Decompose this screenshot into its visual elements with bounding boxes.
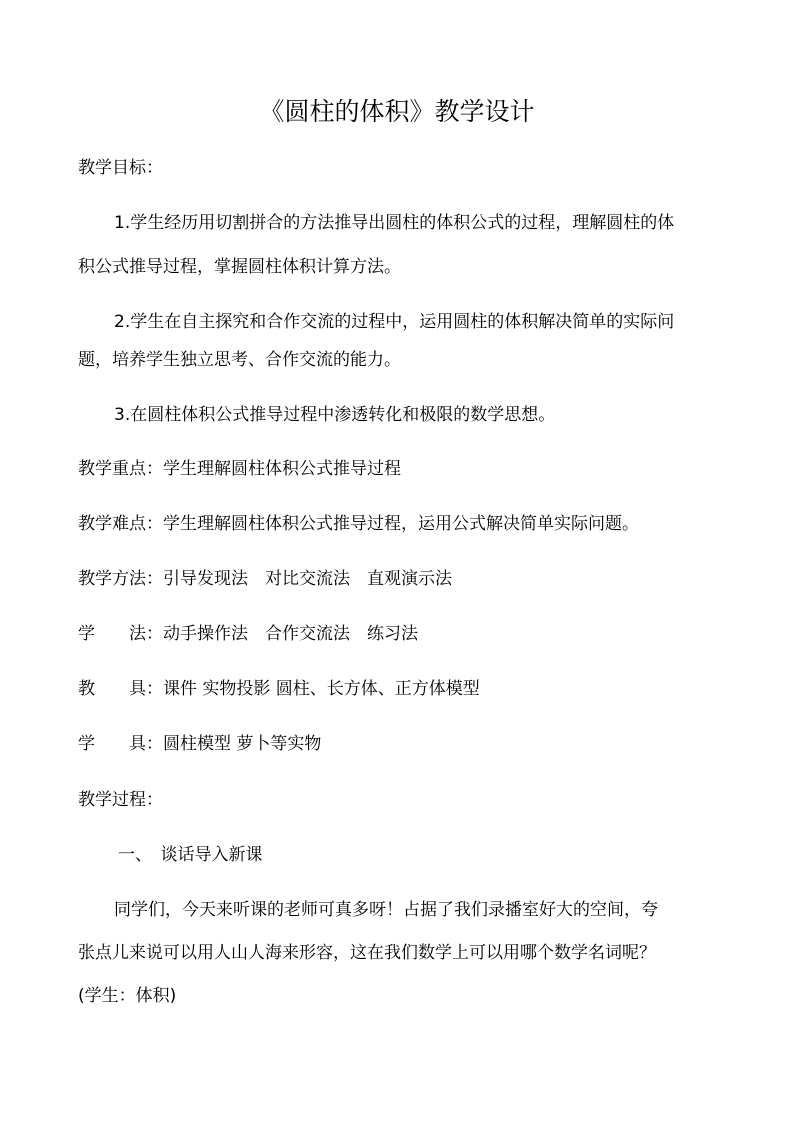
section-1-heading: 一、 谈话导入新课 [118,845,263,865]
intro-paragraph-line-2: 张点儿来说可以用人山人海来形容，这在我们数学上可以用哪个数学名词呢？ [78,943,656,963]
objective-2-line-1: 2.学生在自主探究和合作交流的过程中，运用圆柱的体积解决简单的实际问 [114,312,675,332]
difficulty: 教学难点：学生理解圆柱体积公式推导过程，运用公式解决简单实际问题。 [78,514,639,534]
learning-methods: 学 法：动手操作法 合作交流法 练习法 [78,624,418,644]
objectives-heading: 教学目标： [78,158,163,178]
document-title: 《圆柱的体积》教学设计 [259,97,535,126]
objective-2-line-2: 题，培养学生独立思考、合作交流的能力。 [78,350,401,370]
objective-3-line-1: 3.在圆柱体积公式推导过程中渗透转化和极限的数学思想。 [114,405,556,425]
objective-1-line-2: 积公式推导过程，掌握圆柱体积计算方法。 [78,257,401,277]
teaching-aids: 教 具：课件 实物投影 圆柱、长方体、正方体模型 [78,679,480,699]
key-point: 教学重点：学生理解圆柱体积公式推导过程 [78,459,401,479]
intro-paragraph-line-1: 同学们，今天来听课的老师可真多呀！占据了我们录播室好大的空间，夸 [114,900,658,920]
intro-paragraph-line-3: (学生：体积) [78,986,177,1006]
objective-1-line-1: 1.学生经历用切割拼合的方法推导出圆柱的体积公式的过程，理解圆柱的体 [114,213,675,233]
teaching-methods: 教学方法：引导发现法 对比交流法 直观演示法 [78,569,452,589]
process-heading: 教学过程： [78,790,163,810]
learning-aids: 学 具：圆柱模型 萝卜等实物 [78,734,322,754]
